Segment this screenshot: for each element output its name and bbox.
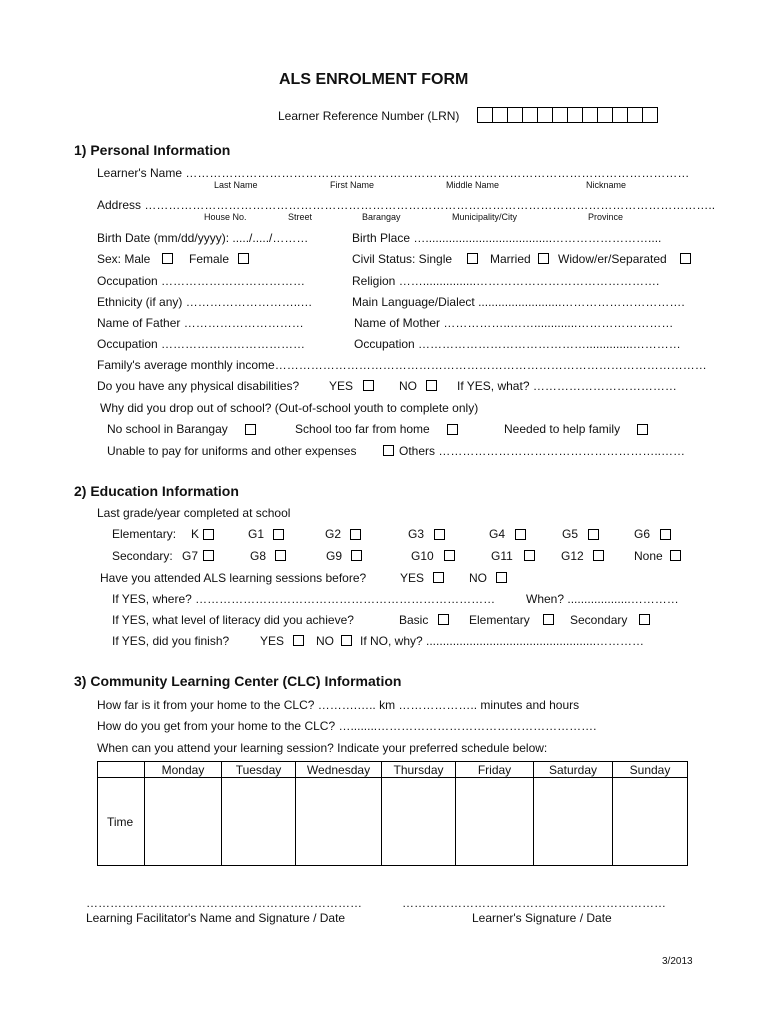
lrn-digit-box[interactable] xyxy=(477,107,493,123)
elementary-label: Elementary: xyxy=(112,527,177,541)
grade-g7-label: G7 xyxy=(182,549,199,563)
grade-g11-label: G11 xyxy=(491,549,513,563)
grade-g9-checkbox[interactable] xyxy=(351,550,362,561)
finish-no-label: NO xyxy=(316,634,334,648)
lrn-digit-box[interactable] xyxy=(507,107,523,123)
label-municipality: Municipality/City xyxy=(452,212,518,222)
day-header-friday: Friday xyxy=(456,762,534,778)
grade-g5-checkbox[interactable] xyxy=(588,529,599,540)
disabilities-what-field[interactable]: If YES, what? ……………………………… xyxy=(457,379,677,393)
day-header-saturday: Saturday xyxy=(534,762,613,778)
no-school-label: No school in Barangay xyxy=(107,422,228,436)
lrn-digit-box[interactable] xyxy=(537,107,553,123)
label-house-no: House No. xyxy=(204,212,247,222)
last-grade-label: Last grade/year completed at school xyxy=(97,506,291,520)
schedule-time-row xyxy=(98,778,688,866)
grade-g1-label: G1 xyxy=(248,527,265,541)
lrn-digit-box[interactable] xyxy=(522,107,538,123)
religion-field[interactable]: Religion ……................………………………………………. xyxy=(352,274,660,288)
unable-pay-label: Unable to pay for uniforms and other expenses xyxy=(107,444,357,458)
grade-g2-checkbox[interactable] xyxy=(350,529,361,540)
mother-occupation-field[interactable]: Occupation ……………………………………..............………… xyxy=(354,337,681,351)
finish-no-checkbox[interactable] xyxy=(341,635,352,646)
day-header-tuesday: Tuesday xyxy=(222,762,296,778)
label-province: Province xyxy=(588,212,624,222)
if-no-why-field[interactable]: If NO, why? ...................................................………… xyxy=(360,634,645,648)
grade-g12-checkbox[interactable] xyxy=(593,550,604,561)
finish-yes-label: YES xyxy=(260,634,285,648)
father-occupation-field[interactable]: Occupation ……………………………… xyxy=(97,337,306,351)
grade-g4-label: G4 xyxy=(489,527,506,541)
male-checkbox[interactable] xyxy=(162,253,173,264)
grade-g9-label: G9 xyxy=(326,549,343,563)
literacy-secondary-label: Secondary xyxy=(570,613,628,627)
literacy-secondary-checkbox[interactable] xyxy=(639,614,650,625)
family-income-field[interactable]: Family's average monthly income……………………………………………………………………………………………… xyxy=(97,358,707,372)
grade-g11-checkbox[interactable] xyxy=(524,550,535,561)
form-version: 3/2013 xyxy=(662,956,693,967)
disabilities-no-label: NO xyxy=(399,379,417,393)
learner-name-field[interactable]: Learner's Name ……………………………………………………………………………………………………………… xyxy=(97,166,690,180)
grade-g3-label: G3 xyxy=(408,527,425,541)
how-far-field[interactable]: How far is it from your home to the CLC? ……….….. km ……………….. minutes and hours xyxy=(97,698,580,712)
civil-status-single-label: Civil Status: Single xyxy=(352,252,453,266)
grade-k-checkbox[interactable] xyxy=(203,529,214,540)
lrn-input-boxes[interactable] xyxy=(478,107,658,125)
day-header-thursday: Thursday xyxy=(382,762,456,778)
grade-g10-checkbox[interactable] xyxy=(444,550,455,561)
when-field[interactable]: When? ...................………… xyxy=(526,592,679,606)
too-far-checkbox[interactable] xyxy=(447,424,458,435)
schedule-cell-tuesday[interactable] xyxy=(222,778,296,866)
married-checkbox[interactable] xyxy=(538,253,549,264)
grade-g8-label: G8 xyxy=(250,549,267,563)
label-nickname: Nickname xyxy=(586,180,627,190)
no-school-checkbox[interactable] xyxy=(245,424,256,435)
disabilities-yes-checkbox[interactable] xyxy=(363,380,374,391)
schedule-cell-monday[interactable] xyxy=(145,778,222,866)
lrn-digit-box[interactable] xyxy=(597,107,613,123)
schedule-cell-saturday[interactable] xyxy=(534,778,613,866)
where-field[interactable]: If YES, where? ………………………………………………………………… xyxy=(112,592,496,606)
lrn-digit-box[interactable] xyxy=(582,107,598,123)
time-label: Time xyxy=(98,778,145,866)
schedule-cell-thursday[interactable] xyxy=(382,778,456,866)
occupation-field[interactable]: Occupation ……………………………… xyxy=(97,274,306,288)
form-title: ALS ENROLMENT FORM xyxy=(279,71,469,88)
lrn-digit-box[interactable] xyxy=(552,107,568,123)
schedule-cell-sunday[interactable] xyxy=(613,778,688,866)
grade-g7-checkbox[interactable] xyxy=(203,550,214,561)
lrn-digit-box[interactable] xyxy=(642,107,658,123)
how-get-field[interactable]: How do you get from your home to the CLC? …........………………………………………………. xyxy=(97,719,597,733)
day-header-monday: Monday xyxy=(145,762,222,778)
mother-name-field[interactable]: Name of Mother ……………..…….............…………………… xyxy=(354,316,674,330)
day-header-wednesday: Wednesday xyxy=(296,762,382,778)
literacy-basic-checkbox[interactable] xyxy=(438,614,449,625)
literacy-elementary-checkbox[interactable] xyxy=(543,614,554,625)
lrn-label: Learner Reference Number (LRN) xyxy=(278,109,460,123)
schedule-table xyxy=(97,761,688,866)
widow-checkbox[interactable] xyxy=(680,253,691,264)
schedule-cell-wednesday[interactable] xyxy=(296,778,382,866)
sex-male-label: Sex: Male xyxy=(97,252,151,266)
grade-g8-checkbox[interactable] xyxy=(275,550,286,561)
address-field[interactable]: Address …………………………………………………………………………………………………………………………….. xyxy=(97,198,716,212)
learner-signature-line[interactable]: ………………………………………………………… xyxy=(402,896,666,910)
grade-g4-checkbox[interactable] xyxy=(515,529,526,540)
label-street: Street xyxy=(288,212,313,222)
literacy-question: If YES, what level of literacy did you achieve? xyxy=(112,613,354,627)
attended-no-label: NO xyxy=(469,571,487,585)
help-family-checkbox[interactable] xyxy=(637,424,648,435)
facilitator-signature-line[interactable]: …………………………………………………………… xyxy=(86,896,362,910)
section-education-heading: 2) Education Information xyxy=(74,483,239,499)
grade-g5-label: G5 xyxy=(562,527,579,541)
female-checkbox[interactable] xyxy=(238,253,249,264)
birth-date-field[interactable]: Birth Date (mm/dd/yyyy): ...../...../……… xyxy=(97,231,309,245)
birth-place-field[interactable]: Birth Place …......................................…………………….... xyxy=(352,231,662,245)
literacy-basic-label: Basic xyxy=(399,613,429,627)
ethnicity-field[interactable]: Ethnicity (if any) ………………………..… xyxy=(97,295,313,309)
attended-als-question: Have you attended ALS learning sessions before? xyxy=(100,571,367,585)
grade-k-label: K xyxy=(191,527,200,541)
grade-g1-checkbox[interactable] xyxy=(273,529,284,540)
grade-g2-label: G2 xyxy=(325,527,342,541)
grade-g6-checkbox[interactable] xyxy=(660,529,671,540)
learner-signature-label: Learner's Signature / Date xyxy=(472,911,612,925)
when-attend-label: When can you attend your learning session? Indicate your preferred schedule below: xyxy=(97,741,548,755)
lrn-digit-box[interactable] xyxy=(492,107,508,123)
grade-none-label: None xyxy=(634,549,663,563)
unable-pay-checkbox[interactable] xyxy=(383,445,394,456)
main-language-field[interactable]: Main Language/Dialect .........................…………………………. xyxy=(352,295,685,309)
label-last-name: Last Name xyxy=(214,180,258,190)
too-far-label: School too far from home xyxy=(295,422,430,436)
grade-g12-label: G12 xyxy=(561,549,584,563)
married-label: Married xyxy=(490,252,531,266)
disabilities-yes-label: YES xyxy=(329,379,354,393)
disabilities-question: Do you have any physical disabilities? xyxy=(97,379,300,393)
grade-g10-label: G10 xyxy=(411,549,434,563)
father-name-field[interactable]: Name of Father ………………………… xyxy=(97,316,304,330)
grade-g6-label: G6 xyxy=(634,527,651,541)
finish-question: If YES, did you finish? xyxy=(112,634,230,648)
label-barangay: Barangay xyxy=(362,212,401,222)
help-family-label: Needed to help family xyxy=(504,422,621,436)
grade-none-checkbox[interactable] xyxy=(670,550,681,561)
section-clc-heading: 3) Community Learning Center (CLC) Information xyxy=(74,673,402,689)
disabilities-no-checkbox[interactable] xyxy=(426,380,437,391)
secondary-label: Secondary: xyxy=(112,549,173,563)
widow-label: Widow/er/Separated xyxy=(558,252,667,266)
literacy-elementary-label: Elementary xyxy=(469,613,530,627)
section-personal-heading: 1) Personal Information xyxy=(74,142,231,158)
attended-yes-label: YES xyxy=(400,571,425,585)
lrn-digit-box[interactable] xyxy=(567,107,583,123)
dropout-question: Why did you drop out of school? (Out-of-school youth to complete only) xyxy=(100,401,479,415)
lrn-digit-box[interactable] xyxy=(627,107,643,123)
schedule-cell-friday[interactable] xyxy=(456,778,534,866)
grade-g3-checkbox[interactable] xyxy=(434,529,445,540)
sex-female-label: Female xyxy=(189,252,230,266)
single-checkbox[interactable] xyxy=(467,253,478,264)
label-first-name: First Name xyxy=(330,180,375,190)
schedule-header-row xyxy=(98,762,688,778)
lrn-digit-box[interactable] xyxy=(612,107,628,123)
day-header-sunday: Sunday xyxy=(613,762,688,778)
label-middle-name: Middle Name xyxy=(446,180,500,190)
attended-yes-checkbox[interactable] xyxy=(433,572,444,583)
schedule-corner-cell xyxy=(98,762,145,778)
facilitator-signature-label: Learning Facilitator's Name and Signature / Date xyxy=(86,911,346,925)
finish-yes-checkbox[interactable] xyxy=(293,635,304,646)
others-field[interactable]: Others ………………………………………………..…… xyxy=(399,444,686,458)
attended-no-checkbox[interactable] xyxy=(496,572,507,583)
